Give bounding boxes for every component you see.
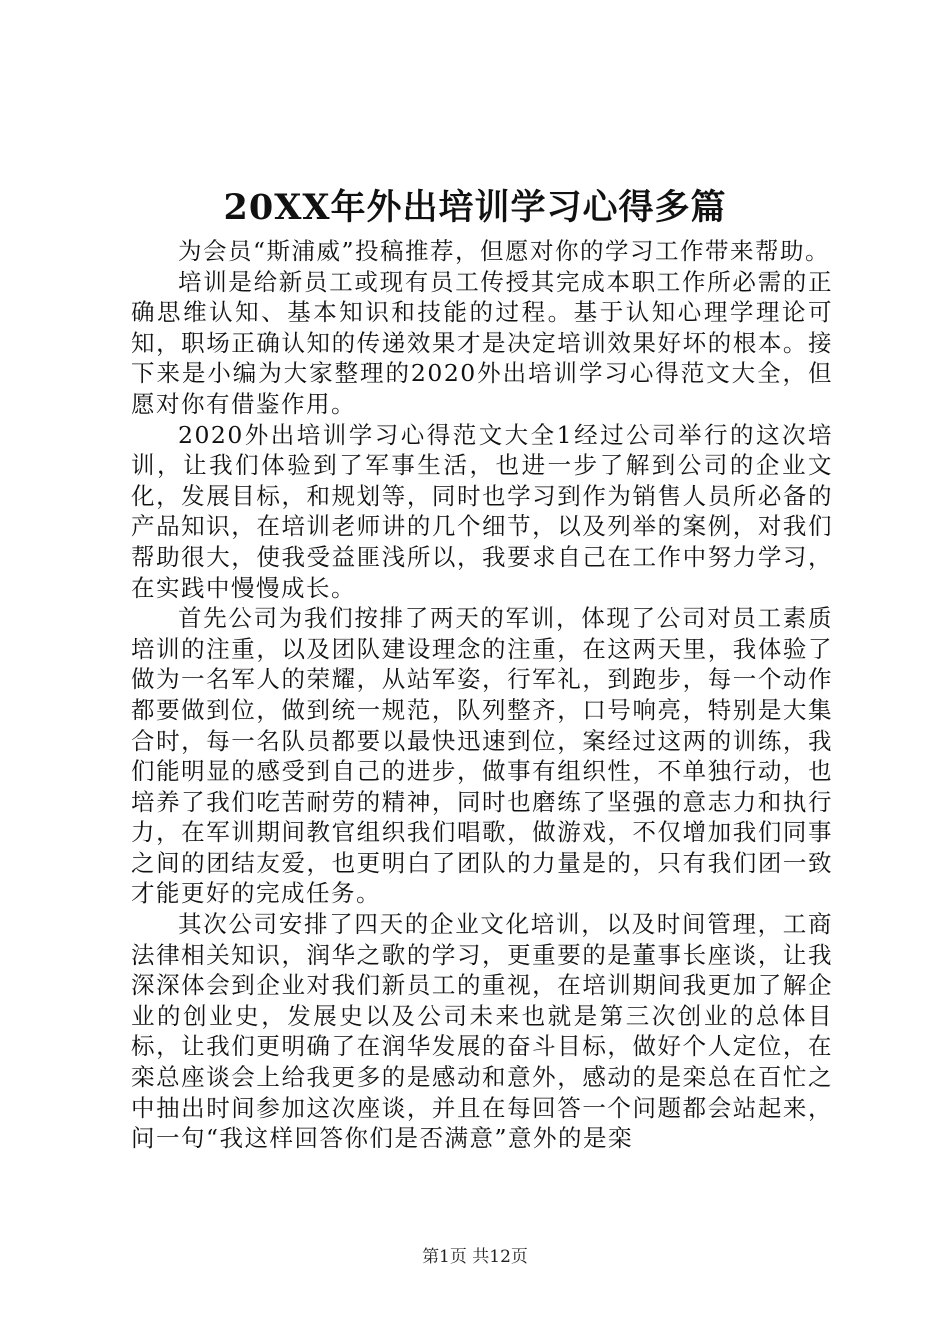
paragraph-military-training: 首先公司为我们按排了两天的军训，体现了公司对员工素质培训的注重，以及团队建设理念的注重，在这两天里，我体验了做为一名军人的荣耀，从站军姿，行军礼，到跑步，每一个动作都要做到位，做到统一规范，队列整齐，口号响亮，特别是大集合时，每一名队员都要以最快迅速到位，案经过这两的训练，我们能明显的感受到自己的进步，做事有组织性，不单独行动，也培养了我们吃苦耐劳的精神，同时也磨练了坚强的意志力和执行力，在军训期间教官组织我们唱歌，做游戏，不仅增加我们同事之间的团结友爱，也更明白了团队的力量是的，只有我们团一致才能更好的完成任务。 bbox=[131, 604, 833, 908]
page-footer: 第1页 共12页 bbox=[422, 1247, 528, 1267]
document-title: 20XX年外出培训学习心得多篇 bbox=[223, 187, 727, 228]
paragraph-essay-1: 2020外出培训学习心得范文大全1经过公司举行的这次培训，让我们体验到了军事生活，也进一步了解到公司的企业文化，发展目标，和规划等，同时也学习到作为销售人员所必备的产品知识，在培训老师讲的几个细节，以及列举的案例，对我们帮助很大，使我受益匪浅所以，我要求自己在工作中努力学习，在实践中慢慢成长。 bbox=[131, 420, 833, 602]
paragraph-corporate-culture: 其次公司安排了四天的企业文化培训，以及时间管理，工商法律相关知识，润华之歌的学习，更重要的是董事长座谈，让我深深体会到企业对我们新员工的重视，在培训期间我更加了解企业的创业史，发展史以及公司未来也就是第三次创业的总体目标，让我们更明确了在润华发展的奋斗目标，做好个人定位，在栾总座谈会上给我更多的是感动和意外，感动的是栾总在百忙之中抽出时间参加这次座谈，并且在每回答一个问题都会站起来，问一句“我这样回答你们是否满意”意外的是栾 bbox=[131, 910, 833, 1153]
document-body bbox=[131, 236, 833, 1154]
paragraph-intro: 为会员“斯浦威”投稿推荐，但愿对你的学习工作带来帮助。 bbox=[178, 237, 831, 265]
paragraph-training-definition: 培训是给新员工或现有员工传授其完成本职工作所必需的正确思维认知、基本知识和技能的过程。基于认知心理学理论可知，职场正确认知的传递效果才是决定培训效果好坏的根本。接下来是小编为大家整理的2020外出培训学习心得范文大全，但愿对你有借鉴作用。 bbox=[131, 267, 833, 418]
